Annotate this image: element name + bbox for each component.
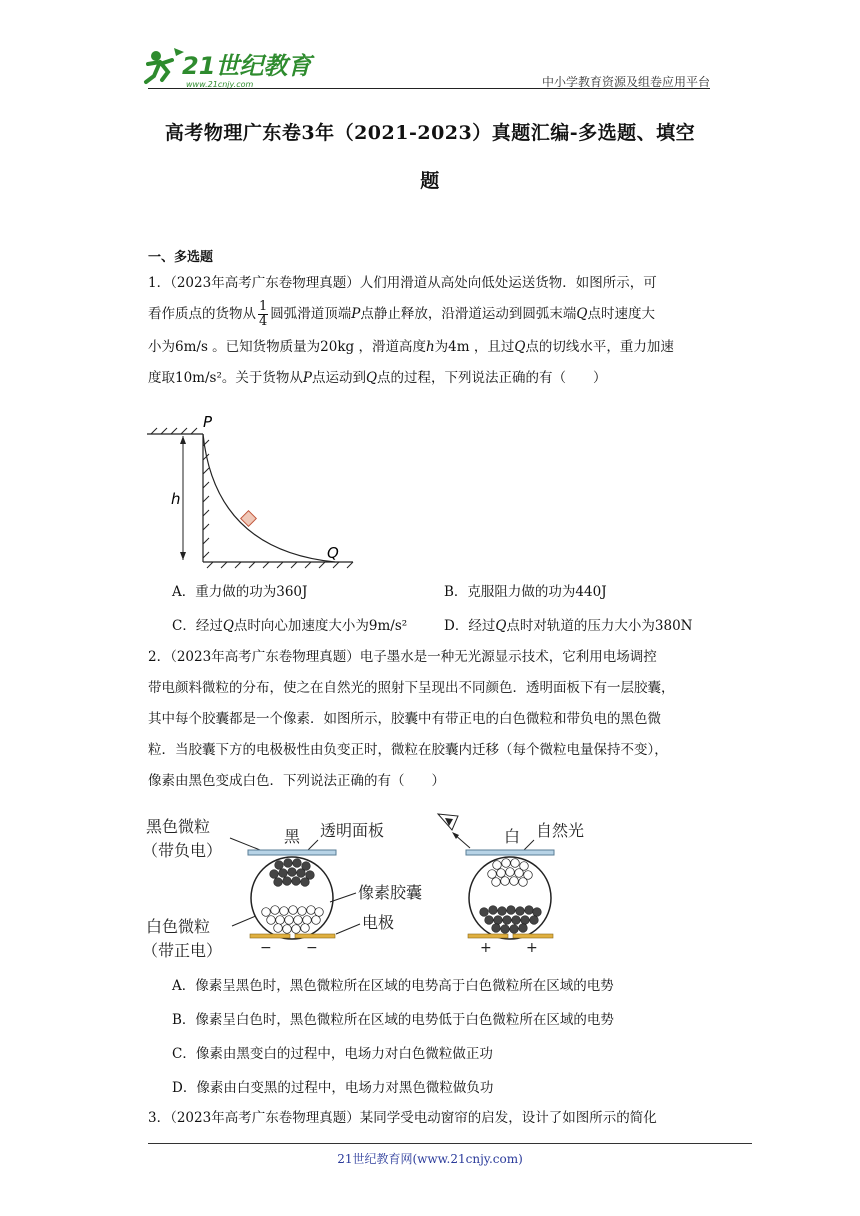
label-P: P [203, 413, 213, 431]
var-Q: Q [514, 339, 526, 355]
q1-text: 点的过程，下列说法正确的有（ ） [377, 370, 607, 386]
q3-source: （2023年高考广东卷物理真题） [170, 1110, 360, 1126]
q2-option-d[interactable]: D．像素由白变黑的过程中，电场力对黑色微粒做负功 [172, 1080, 494, 1096]
var-Q: Q [495, 618, 507, 634]
plus-sign: + [526, 940, 538, 956]
question-2-line-4: 粒．当胶囊下方的电极极性由负变正时，微粒在胶囊内迁移（每个微粒电量保持不变）， [148, 742, 668, 758]
frac-den: 4 [259, 314, 268, 329]
var-P: P [351, 306, 361, 322]
q1-source: （2023年高考广东卷物理真题） [170, 275, 360, 291]
label-neg-charge: （带负电） [142, 841, 223, 860]
question-1-line-4 [148, 363, 718, 394]
label-h: h [171, 490, 181, 508]
question-2-line-2: 带电颜料微粒的分布，使之在自然光的照射下呈现出不同颜色．透明面板下有一层胶囊， [148, 680, 675, 696]
q1-text: 人们用滑道从高处向低处运送货物．如图所示，可 [359, 275, 657, 291]
label-white: 白 [504, 827, 521, 846]
label-natural-light: 自然光 [536, 821, 585, 840]
logo-url: www.21cnjy.com [186, 80, 254, 89]
question-1-line-3 [148, 332, 718, 363]
label-Q: Q [327, 544, 339, 562]
label-pos-charge: （带正电） [142, 941, 223, 960]
question-1-line-2 [148, 299, 718, 330]
q1-option-a[interactable]: A．重力做的功为360J [172, 584, 308, 600]
var-Q: Q [576, 306, 588, 322]
e-ink-figure [140, 804, 610, 964]
label-white-particle: 白色微粒 [146, 917, 211, 936]
q1-text: 点的切线水平，重力加速 [525, 339, 674, 355]
var-Q: Q [222, 618, 234, 634]
question-3-line-1 [148, 1103, 718, 1134]
doc-title-line2: 题 [420, 170, 440, 192]
q2-source: （2023年高考广东卷物理真题） [170, 649, 360, 665]
platform-label: 中小学教育资源及组卷应用平台 [541, 75, 710, 89]
footer-link[interactable]: 21世纪教育网(www.21cnjy.com) [337, 1152, 523, 1166]
q1-text: 圆弧滑道顶端 [270, 306, 352, 322]
logo-text: 21世纪教育 [182, 52, 312, 80]
runner-icon [146, 48, 184, 82]
panel-left [248, 850, 336, 855]
q1-option-b[interactable]: B．克服阻力做的功为440J [444, 584, 607, 600]
q2-option-b[interactable]: B．像素呈白色时，黑色微粒所在区域的电势低于白色微粒所在区域的电势 [172, 1012, 614, 1028]
q1-option-d[interactable] [444, 614, 693, 634]
q1-text: 点运动到 [311, 370, 366, 386]
question-2-line-3: 其中每个胶囊都是一个像素．如图所示，胶囊中有带正电的白色微粒和带负电的黑色微 [148, 711, 661, 727]
opt-text: 点时向心加速度大小为9m/s² [233, 618, 408, 634]
doc-title-line1: 高考物理广东卷3年（2021-2023）真题汇编-多选题、填空 [164, 122, 696, 144]
q1-text: 点时速度大 [587, 306, 655, 322]
q2-option-a[interactable]: A．像素呈黑色时，黑色微粒所在区域的电势高于白色微粒所在区域的电势 [172, 978, 614, 994]
slide-figure [145, 410, 360, 575]
minus-sign: − [306, 940, 318, 956]
plus-sign: + [480, 940, 492, 956]
opt-text: C．经过 [172, 618, 223, 634]
q3-number: 3． [148, 1110, 171, 1126]
fraction-quarter [258, 300, 268, 329]
section-heading: 一、多选题 [148, 250, 214, 265]
var-Q: Q [365, 370, 378, 386]
electrode-right-a [468, 934, 508, 938]
footer-rule [148, 1143, 752, 1144]
q1-text: 小为6m/s 。已知货物质量为20kg ，滑道高度 [148, 339, 426, 355]
eye-icon [438, 814, 458, 830]
header-rule [148, 88, 710, 89]
q1-number: 1． [148, 275, 171, 291]
q1-option-c[interactable] [172, 614, 407, 634]
electrode-left-a [250, 934, 290, 938]
opt-text: D．经过 [444, 618, 496, 634]
q1-text: 为4m ，且过 [434, 339, 515, 355]
label-capsule: 像素胶囊 [358, 883, 423, 902]
opt-text: 点时对轨道的压力大小为380N [506, 618, 693, 634]
label-electrode: 电极 [362, 913, 395, 932]
q1-text: 点静止释放，沿滑道运动到圆弧末端 [360, 306, 577, 322]
label-panel: 透明面板 [320, 821, 385, 840]
q1-text: 度取10m/s²。关于货物从 [148, 370, 303, 386]
minus-sign: − [260, 940, 272, 956]
panel-right [466, 850, 554, 855]
q2-text: 电子墨水是一种无光源显示技术，它利用电场调控 [359, 649, 657, 665]
label-black-particle: 黑色微粒 [146, 817, 211, 836]
frac-num: 1 [259, 299, 268, 314]
q3-text: 某同学受电动窗帘的启发，设计了如图所示的简化 [359, 1110, 657, 1126]
cargo-block [241, 511, 257, 527]
electrode-left-b [295, 934, 335, 938]
question-2-line-5: 像素由黑色变成白色．下列说法正确的有（ ） [148, 773, 445, 789]
q2-option-c[interactable]: C．像素由黑变白的过程中，电场力对白色微粒做正功 [172, 1046, 493, 1062]
var-P: P [302, 370, 312, 386]
question-2-line-1 [148, 642, 718, 673]
q2-number: 2． [148, 649, 171, 665]
var-h: h [425, 339, 435, 355]
label-black: 黑 [284, 827, 301, 846]
q1-text: 看作质点的货物从 [148, 306, 256, 322]
logo [140, 42, 320, 92]
electrode-right-b [513, 934, 553, 938]
question-1-line-1 [148, 268, 718, 299]
